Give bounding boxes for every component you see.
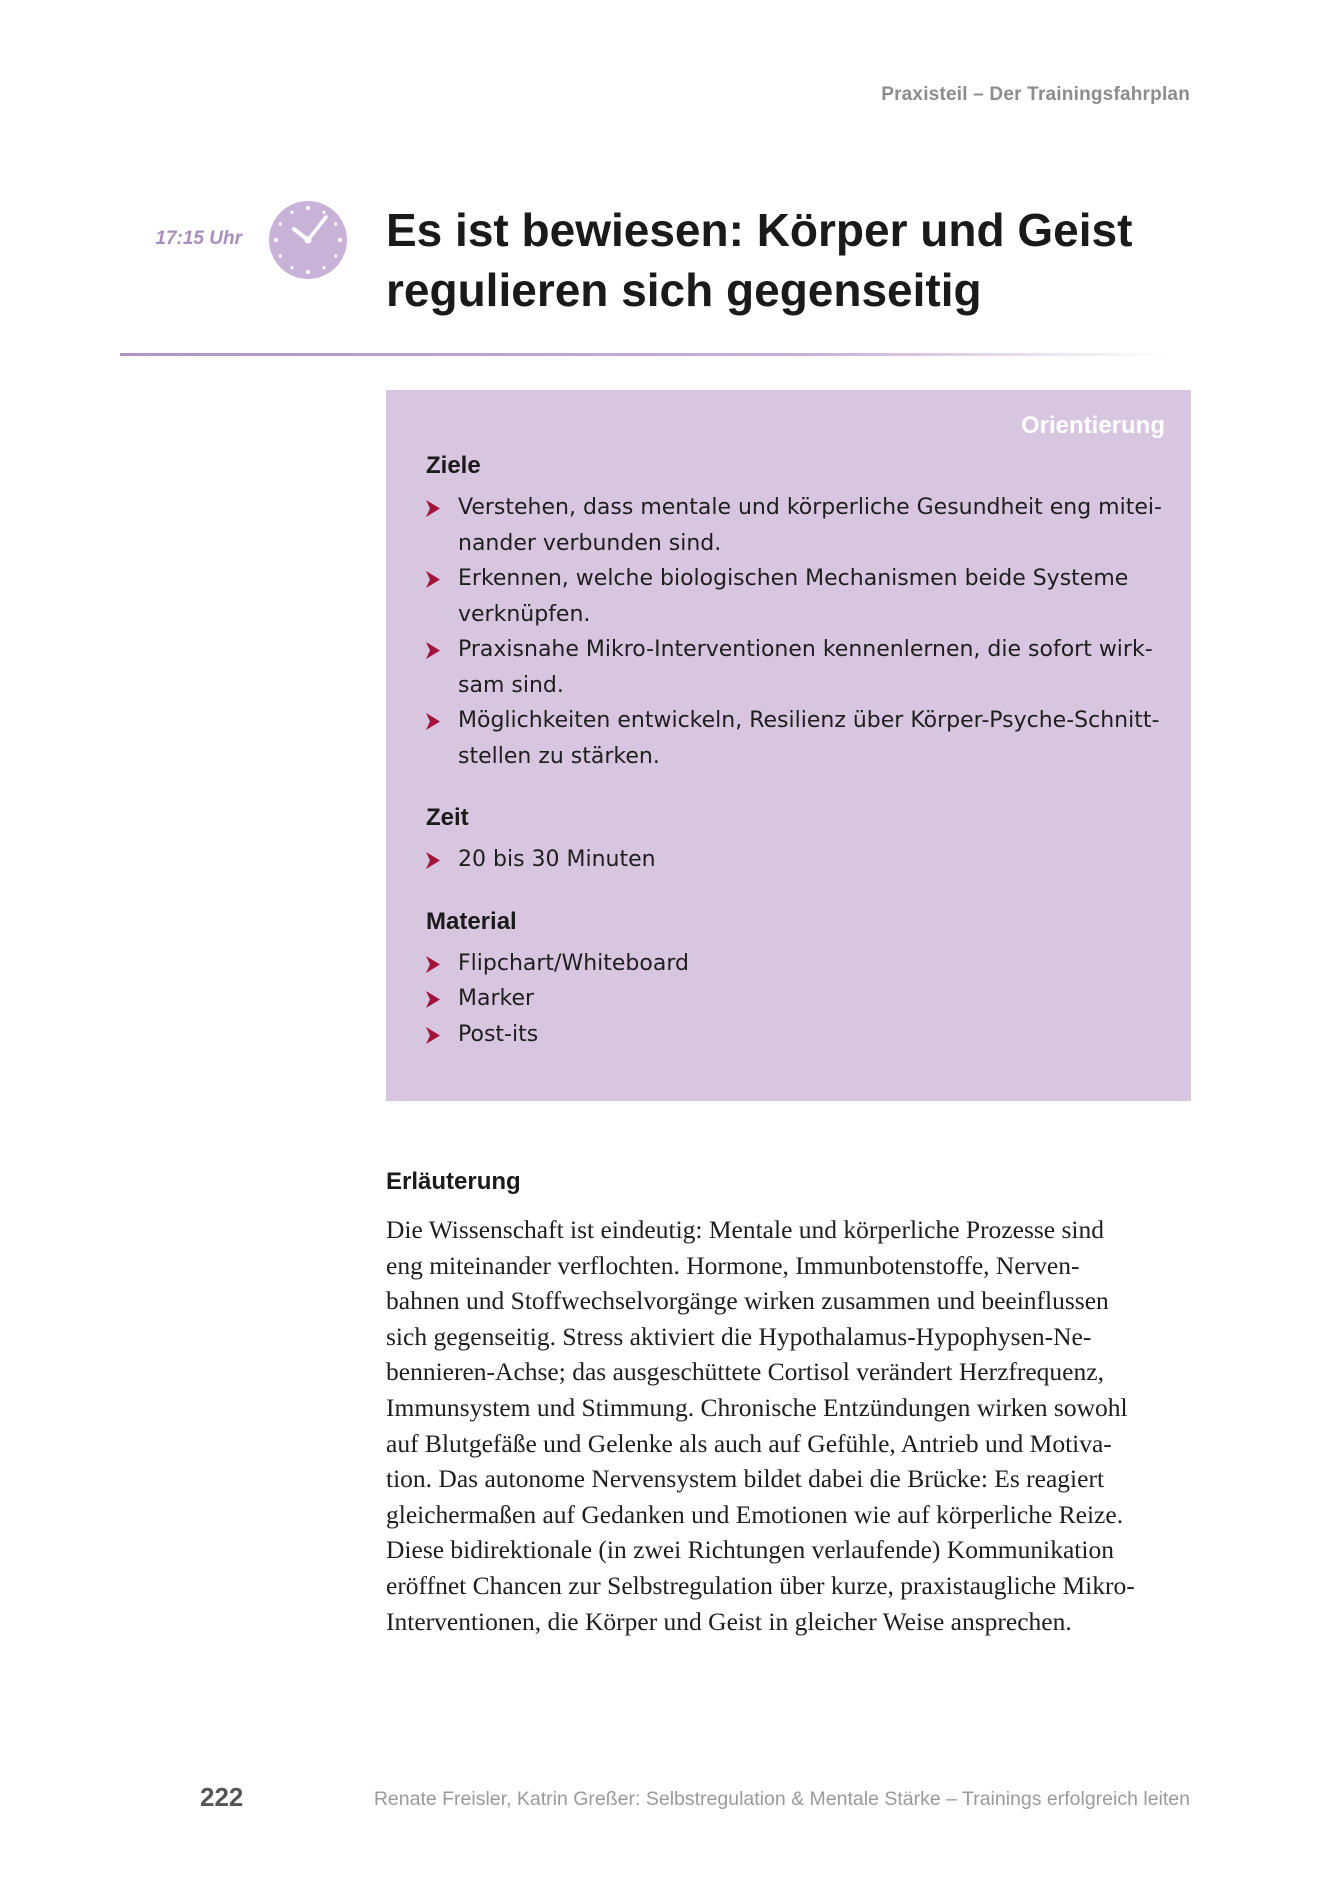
chevron-right-icon [426,571,440,588]
running-header: Praxisteil – Der Trainingsfahrplan [881,84,1190,105]
material-text: Flipchart/Whiteboard [458,950,689,976]
chevron-right-icon [426,956,440,973]
material-item [426,981,1165,1017]
goal-item [426,632,1165,703]
explanation-heading: Erläuterung [386,1168,521,1195]
title-divider [120,353,1174,356]
material-item [426,1017,1165,1053]
time-label: 17:15 Uhr [155,228,242,249]
clock-icon [268,200,348,280]
time-text: 20 bis 30 Minuten [458,847,656,872]
chevron-right-icon [426,642,440,659]
material-heading: Material [426,907,517,935]
goal-text: Erkennen, welche biologischen Mechanismen beide Systeme verknüpfen. [458,566,1129,627]
time-item [426,842,1165,878]
chapter-title: Es ist bewiesen: Körper und Geist regulieren sich gegenseitig [386,204,1133,316]
chevron-right-icon [426,713,440,730]
orientation-tag: Orientierung [1020,412,1165,439]
goal-item [426,703,1165,774]
chevron-right-icon [426,991,440,1008]
explanation-text: Die Wissenschaft ist eindeutig: Mentale und körperliche Prozesse sind eng miteinander verflochten. Hormone, Immunbotenstoffe, Nerven- bahnen und Stoffwechselvorgänge wirken zusammen und beeinflussen sich gegenseitig. Stress aktiviert die Hypothalamus-Hypophysen-Ne- bennieren-Achse; das ausgeschüttete Cortisol verändert Herzfrequenz, Immunsystem und Stimmung. Chronische Entzündungen wirken sowohl auf Blutgefäße und Gelenke als auch auf Gefühle, Antrieb und Motiva- tion. Das autonome Nervensystem bildet dabei die Brücke: Es reagiert gleichermaßen auf Gedanken und Emotionen wie auf körperliche Reize. Diese bidirektionale (in zwei Richtungen verlaufende) Kommunikation eröffnet Chancen zur Selbstregulation über kurze, praxistaugliche Mikro- Interventionen, die Körper und Geist in gleicher Weise ansprechen. [386,1215,1135,1636]
chevron-right-icon [426,852,440,869]
goals-heading: Ziele [426,452,481,479]
material-text: Post-its [458,1021,539,1047]
material-item [426,946,1165,982]
chevron-right-icon [426,1027,440,1044]
goal-text: Verstehen, dass mentale und körperliche Gesundheit eng mitei- nander verbunden sind. [458,495,1162,556]
footer-credit: Renate Freisler, Katrin Greßer: Selbstregulation & Mentale Stärke – Trainings erfolgreich leiten [373,1788,1190,1810]
time-list [426,842,1165,878]
chevron-right-icon [426,500,440,517]
goal-item [426,490,1165,561]
orientation-box [386,390,1191,1101]
goals-list [426,490,1165,774]
time-heading: Zeit [426,804,469,831]
goal-text: Praxisnahe Mikro-Interventionen kennenlernen, die sofort wirk- sam sind. [458,637,1153,698]
page-number: 222 [200,1782,244,1812]
material-list [426,946,1165,1053]
material-text: Marker [458,986,535,1011]
goal-text: Möglichkeiten entwickeln, Resilienz über Körper-Psyche-Schnitt- stellen zu stärken. [458,708,1160,769]
goal-item [426,561,1165,632]
